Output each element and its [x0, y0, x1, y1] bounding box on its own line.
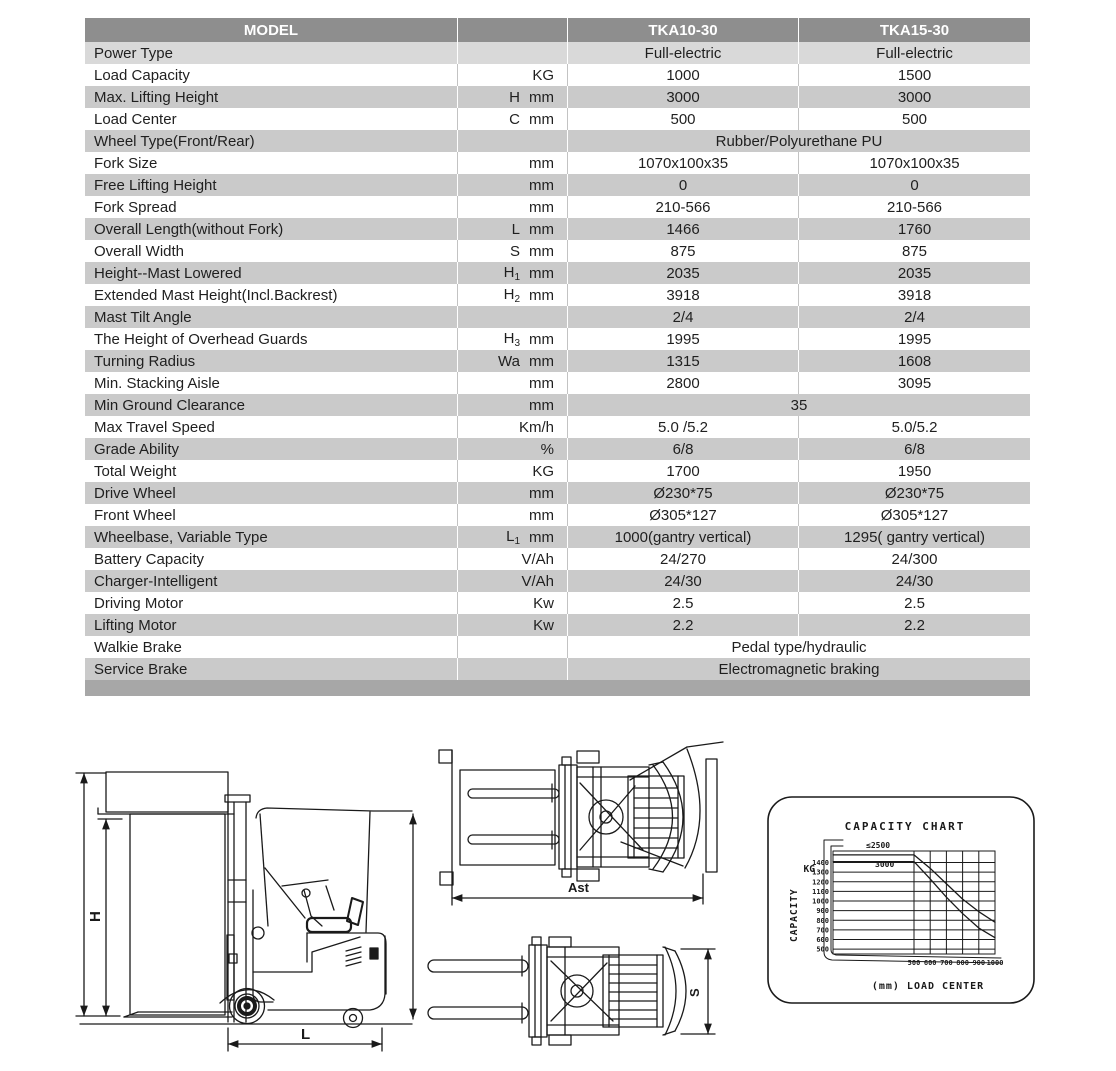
spec-value-2: 210-566 [798, 196, 1030, 218]
chart-x-axis-label: (mm) LOAD CENTER [871, 981, 985, 992]
table-row [85, 394, 1030, 416]
forks-top [468, 784, 559, 849]
spec-value-2: 1995 [798, 328, 1030, 350]
table-row [85, 658, 1030, 680]
spec-value-1: 1070x100x35 [567, 152, 798, 174]
spec-label: Grade Ability [94, 440, 180, 458]
spec-label: Load Capacity [94, 66, 190, 84]
spec-unit [457, 592, 567, 614]
spec-value-1: 3918 [567, 284, 798, 306]
spec-value-2: 875 [798, 240, 1030, 262]
spec-value-2: 24/300 [798, 548, 1030, 570]
spec-label: Max. Lifting Height [94, 88, 219, 106]
spec-value-2: 1760 [798, 218, 1030, 240]
table-row [85, 504, 1030, 526]
table-row [85, 372, 1030, 394]
spec-unit-text: mm [529, 110, 554, 128]
spec-unit [457, 614, 567, 636]
table-row [85, 42, 1030, 64]
spec-value-1: 3000 [567, 86, 798, 108]
spec-label: Fork Size [94, 154, 158, 172]
spec-value-1: 1466 [567, 218, 798, 240]
ast-dim-label: Ast [568, 880, 589, 895]
spec-label: Front Wheel [94, 506, 176, 524]
spec-label: Total Weight [94, 462, 177, 480]
chart-kg-label: KG [803, 864, 815, 875]
spec-unit [457, 218, 567, 240]
x-tick-label: 1000 [986, 959, 1004, 967]
x-tick-label: 500 [907, 959, 921, 967]
spec-value-1: 2.5 [567, 592, 798, 614]
spec-unit [457, 504, 567, 526]
spec-unit-text: mm [529, 484, 554, 502]
table-row [85, 570, 1030, 592]
spec-value-2: 1950 [798, 460, 1030, 482]
y-tick-label: 1200 [812, 878, 829, 887]
spec-unit-text: KG [532, 462, 554, 480]
header-model-2: TKA15-30 [798, 18, 1030, 42]
spec-unit [457, 64, 567, 86]
spec-symbol: $H_1$ [503, 263, 520, 283]
spec-unit [457, 416, 567, 438]
spec-value-1: 24/30 [567, 570, 798, 592]
spec-unit-text: V/Ah [521, 550, 554, 568]
chart-title: CAPACITY CHART [844, 820, 966, 833]
spec-unit [457, 262, 567, 284]
spec-unit-text: mm [529, 242, 554, 260]
spec-value-2: 1295( gantry vertical) [798, 526, 1030, 548]
truck-top-view [529, 937, 686, 1045]
spec-value-1: 1700 [567, 460, 798, 482]
spec-value-2: 1500 [798, 64, 1030, 86]
truck-body [220, 808, 412, 1010]
spec-value-1: 6/8 [567, 438, 798, 460]
table-row [85, 416, 1030, 438]
spec-unit [457, 174, 567, 196]
spec-value-2: 24/30 [798, 570, 1030, 592]
spec-unit-text: mm [529, 330, 554, 348]
y-tick-label: 500 [816, 945, 829, 954]
spec-label: Wheel Type(Front/Rear) [94, 132, 255, 150]
spec-label: Overall Length(without Fork) [94, 220, 284, 238]
length-dimension [228, 1026, 382, 1051]
table-row [85, 328, 1030, 350]
spec-value-2: 2/4 [798, 306, 1030, 328]
table-row [85, 196, 1030, 218]
spec-label: Free Lifting Height [94, 176, 217, 194]
curve-label-2500: ≤2500 [866, 841, 891, 850]
spec-unit [457, 196, 567, 218]
spec-value-2: 2035 [798, 262, 1030, 284]
table-row [85, 306, 1030, 328]
spec-value-1: 1000(gantry vertical) [567, 526, 798, 548]
spec-value-2: 3918 [798, 284, 1030, 306]
capacity-chart [765, 793, 1037, 1007]
spec-unit-text: Km/h [518, 418, 554, 436]
spec-unit [457, 548, 567, 570]
table-row [85, 438, 1030, 460]
spec-label: Min. Stacking Aisle [94, 374, 220, 392]
y-tick-label: 1100 [812, 887, 829, 896]
load-box [130, 814, 225, 1015]
spec-value-1: 1315 [567, 350, 798, 372]
s-dimension [681, 949, 715, 1034]
spec-unit [457, 438, 567, 460]
spec-value-1: 210-566 [567, 196, 798, 218]
spec-value-1: 0 [567, 174, 798, 196]
spec-label: Battery Capacity [94, 550, 205, 568]
truck-top-view [559, 751, 684, 881]
spec-label: Max Travel Speed [94, 418, 215, 436]
spec-value-1: 1995 [567, 328, 798, 350]
spec-label: Drive Wheel [94, 484, 176, 502]
table-row [85, 548, 1030, 570]
x-tick-label: 800 [956, 959, 969, 967]
spec-unit [457, 394, 567, 416]
spec-value-2: 500 [798, 108, 1030, 130]
spec-value-2: 2.5 [798, 592, 1030, 614]
spec-unit-text: mm [529, 88, 554, 106]
spec-value-1: 24/270 [567, 548, 798, 570]
table-row [85, 350, 1030, 372]
chart-y-axis-label: CAPACITY [789, 888, 800, 942]
spec-unit [457, 570, 567, 592]
header-model: MODEL [243, 21, 299, 39]
table-row [85, 482, 1030, 504]
spec-label: Mast Tilt Angle [94, 308, 192, 326]
spec-value-1: 2/4 [567, 306, 798, 328]
spec-unit [457, 372, 567, 394]
spec-value-2: Ø230*75 [798, 482, 1030, 504]
spec-unit [457, 306, 567, 328]
spec-label: Wheelbase, Variable Type [94, 528, 268, 546]
spec-unit-text: mm [529, 264, 554, 282]
spec-unit-text: mm [529, 374, 554, 392]
table-row [85, 284, 1030, 306]
front-wheel [230, 989, 265, 1024]
spec-unit-text: mm [529, 154, 554, 172]
spec-value-span: Pedal type/hydraulic [567, 636, 1030, 658]
spec-label: Turning Radius [94, 352, 196, 370]
table-row [85, 86, 1030, 108]
spec-table-body [85, 42, 1030, 680]
h-dim-label: H [87, 911, 104, 922]
spec-unit [457, 350, 567, 372]
spec-value-1: 1000 [567, 64, 798, 86]
spec-unit-text: Kw [533, 616, 554, 634]
table-row [85, 130, 1030, 152]
table-row [85, 592, 1030, 614]
spec-value-2: 1070x100x35 [798, 152, 1030, 174]
spec-label: Extended Mast Height(Incl.Backrest) [94, 286, 338, 304]
spec-label: Service Brake [94, 660, 188, 678]
spec-unit-text: mm [529, 286, 554, 304]
table-row [85, 218, 1030, 240]
spec-label: Load Center [94, 110, 177, 128]
table-row [85, 174, 1030, 196]
spec-value-2: 5.0/5.2 [798, 416, 1030, 438]
table-row [85, 614, 1030, 636]
spec-symbol: Wa [498, 352, 520, 370]
x-tick-label: 700 [940, 959, 953, 967]
table-row [85, 526, 1030, 548]
spec-unit-text: KG [532, 66, 554, 84]
spec-symbol: C [509, 110, 520, 128]
spec-symbol: L [511, 220, 520, 238]
opposite-wall [706, 759, 717, 872]
table-row [85, 636, 1030, 658]
spec-unit-text: mm [529, 396, 554, 414]
y-tick-label: 600 [816, 936, 829, 945]
spec-label: Power Type [94, 44, 173, 62]
y-tick-label: 1300 [812, 868, 829, 877]
chart-grid [833, 851, 995, 954]
spec-value-2: 6/8 [798, 438, 1030, 460]
spec-value-1: 500 [567, 108, 798, 130]
wall-marker-bottom [440, 872, 453, 885]
spec-value-1: 875 [567, 240, 798, 262]
table-row [85, 152, 1030, 174]
spec-unit-text: mm [529, 176, 554, 194]
spec-value-1: 2.2 [567, 614, 798, 636]
spec-value-1: Full-electric [567, 42, 798, 64]
spec-unit [457, 42, 567, 64]
width-top-view-drawing [425, 925, 735, 1065]
spec-unit-text: mm [529, 528, 554, 546]
y-tick-label: 1000 [812, 897, 829, 906]
header-unit-spacer [457, 18, 567, 42]
x-tick-label: 600 [923, 959, 937, 967]
spec-value-2: 0 [798, 174, 1030, 196]
spec-unit-text: V/Ah [521, 572, 554, 590]
spec-unit-text: mm [529, 220, 554, 238]
spec-unit [457, 460, 567, 482]
spec-label: Lifting Motor [94, 616, 177, 634]
spec-value-2: 1608 [798, 350, 1030, 372]
spec-unit [457, 482, 567, 504]
spec-label: Driving Motor [94, 594, 184, 612]
spec-value-2: 3095 [798, 372, 1030, 394]
spec-table-header [85, 18, 1030, 42]
spec-value-2: 2.2 [798, 614, 1030, 636]
spec-unit [457, 328, 567, 350]
spec-unit [457, 658, 567, 680]
spec-unit [457, 240, 567, 262]
spec-table [85, 18, 1030, 696]
spec-label: Height--Mast Lowered [94, 264, 242, 282]
curve-label-3000: 3000 [875, 860, 895, 869]
y-tick-label: 700 [816, 926, 829, 935]
spec-symbol: $H_3$ [503, 329, 520, 349]
y-tick-label: 800 [816, 916, 829, 925]
spec-unit-text: mm [529, 352, 554, 370]
spec-label: Overall Width [94, 242, 185, 260]
spec-symbol: $L_1$ [506, 527, 520, 547]
spec-label: Walkie Brake [94, 638, 182, 656]
spec-unit-text: mm [529, 506, 554, 524]
spec-value-2: Ø305*127 [798, 504, 1030, 526]
spec-value-1: Ø230*75 [567, 482, 798, 504]
spec-unit-text: mm [529, 198, 554, 216]
l-dim-label: L [301, 1026, 311, 1043]
spec-value-1: 5.0 /5.2 [567, 416, 798, 438]
spec-value-span: Rubber/Polyurethane PU [567, 130, 1030, 152]
spec-unit [457, 130, 567, 152]
spec-unit [457, 86, 567, 108]
spec-unit-text: Kw [533, 594, 554, 612]
table-footer-bar [85, 680, 1030, 696]
spec-symbol: S [509, 242, 520, 260]
spec-label: The Height of Overhead Guards [94, 330, 308, 348]
aisle-top-view-drawing [425, 738, 755, 910]
spec-symbol: H [509, 88, 520, 106]
raised-carriage [106, 772, 228, 812]
spec-unit [457, 284, 567, 306]
y-tick-label: 1400 [812, 859, 829, 868]
table-row [85, 64, 1030, 86]
table-row [85, 240, 1030, 262]
spec-symbol: $H_2$ [503, 285, 520, 305]
forks-top [428, 956, 528, 1023]
header-model-1: TKA10-30 [567, 18, 798, 42]
spec-unit [457, 636, 567, 658]
spec-label: Charger-Intelligent [94, 572, 218, 590]
table-row [85, 108, 1030, 130]
spec-value-span: Electromagnetic braking [567, 658, 1030, 680]
spec-value-2: Full-electric [798, 42, 1030, 64]
spec-value-2: 3000 [798, 86, 1030, 108]
spec-unit [457, 526, 567, 548]
s-dim-label: S [687, 988, 702, 997]
spec-unit-text: % [540, 440, 554, 458]
spec-label: Fork Spread [94, 198, 177, 216]
wall-marker-top [439, 750, 452, 763]
spec-value-span: 35 [567, 394, 1030, 416]
chart-y-tick-labels [812, 859, 829, 954]
spec-label: Min Ground Clearance [94, 396, 245, 414]
table-row [85, 262, 1030, 284]
x-tick-label: 900 [972, 959, 986, 967]
spec-value-1: 2800 [567, 372, 798, 394]
spec-value-1: 2035 [567, 262, 798, 284]
spec-unit [457, 108, 567, 130]
side-view-drawing [60, 740, 425, 1065]
y-tick-label: 900 [816, 907, 829, 916]
table-row [85, 460, 1030, 482]
pallet [460, 770, 555, 865]
spec-unit [457, 152, 567, 174]
rear-wheel [344, 1009, 363, 1028]
spec-value-1: Ø305*127 [567, 504, 798, 526]
